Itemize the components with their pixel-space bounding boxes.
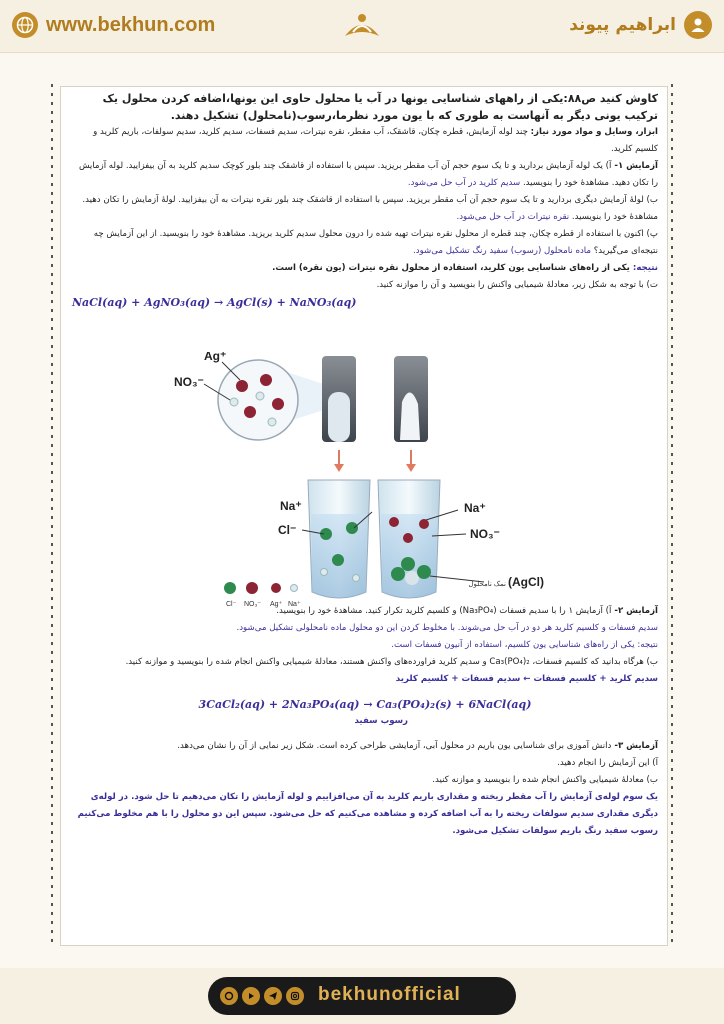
legend-ag-swatch	[271, 583, 281, 593]
ion-ag	[236, 380, 248, 392]
person-icon	[684, 11, 712, 39]
ion-ag	[403, 533, 413, 543]
exp1-p	[72, 226, 658, 260]
legend-ag: Ag⁺	[270, 601, 283, 608]
tools-label: ابزار، وسایل و مواد مورد نیاز:	[530, 127, 658, 137]
exp1-a-text: آ) یک لوله آزمایش بردارید و تا یک سوم حجم آن آب مقطر بریزید. سپس با استفاده از قاشقک چند بلور کوچک سدیم کلرید به آن بیفزایید. لوله آزمایش را تکان دهید. مشاهدهٔ خود را بنویسید.	[78, 161, 658, 188]
ag-label: Ag⁺	[204, 352, 227, 363]
exp1-a	[72, 158, 658, 192]
exp1-p-answer: ماده نامحلول (رسوب) سفید رنگ تشکیل می‌شود.	[413, 246, 594, 256]
exp1-t: ت) با توجه به شکل زیر، معادلهٔ شیمیایی واکنش را بنویسید و آن را موازنه کنید.	[376, 280, 658, 290]
author-name: ابراهیم پیوند	[569, 15, 676, 35]
ion-ag	[419, 519, 429, 529]
tools-paragraph	[72, 124, 658, 158]
exp2-result: نتیجه: یکی از راه‌های شناسایی یون کلسیم، استفاده از آنیون فسفات است.	[391, 640, 658, 650]
beaker-right-solution	[381, 514, 437, 598]
exp2-a-answer: سدیم فسفات و کلسیم کلرید هر دو در آب حل می‌شوند. با مخلوط کردن این دو محلول ماده نامحلولی تشکیل می‌شود.	[236, 623, 658, 633]
equation-2-note: رسوب سفید	[354, 716, 408, 726]
result-label: نتیجه:	[632, 263, 658, 273]
exp1-a-answer: سدیم کلرید در آب حل می‌شود.	[407, 178, 523, 188]
exp3-a: آ) این آزمایش را انجام دهید.	[557, 758, 658, 768]
legend-no3: NO₃⁻	[244, 601, 262, 608]
author-badge	[569, 10, 712, 40]
legend-no3-swatch	[246, 582, 258, 594]
exp1-label: آزمایش ۱-	[611, 161, 658, 171]
legend-cl-swatch	[224, 582, 236, 594]
page-title: کاوش کنید ص۸۸:یکی از راههای شناسایی یونها در آب یا محلول حاوی این یونها،اضافه کردن محلول یک ترکیب یونی دیگر به آنهاست به طوری که با یون مورد نظرما،رسوب(نامحلول) تشکیل دهند.	[102, 92, 658, 122]
agcl-note: نمک نامحلول	[468, 581, 506, 588]
ion-na	[321, 569, 328, 576]
youtube-icon[interactable]	[242, 987, 260, 1005]
equation-1: NaCl(aq) + AgNO₃(aq) → AgCl(s) + NaNO₃(aq)	[72, 296, 357, 309]
exp2-b-answer: سدیم کلرید + کلسیم فسفات ← سدیم فسفات + کلسیم کلرید	[395, 674, 658, 684]
brand-logo-icon	[335, 6, 389, 48]
agcl-precipitation-figure	[168, 352, 568, 622]
social-handle[interactable]: bekhunofficial	[318, 984, 461, 1005]
ion-cl	[332, 554, 344, 566]
binding-rings-left	[48, 84, 56, 946]
binding-rings-right	[668, 84, 676, 946]
exp1-b-answer: نقره نیترات در آب حل می‌شود.	[456, 212, 572, 222]
equation-2: 3CaCl₂(aq) + 2Na₃PO₄(aq) → Ca₃(PO₄)₂(s) + 6NaCl(aq)	[198, 698, 532, 711]
ion-ag	[260, 374, 272, 386]
agcl-solid	[417, 565, 431, 579]
tools-text: چند لوله آزمایش، قطره چکان، قاشقک، آب مقطر، نقره نیترات، سدیم فسفات، سدیم کلرید، سدیم سولفات، باریم کلرید و کلسیم کلرید.	[93, 127, 658, 154]
ion-ag	[272, 398, 284, 410]
na-right-label: Na⁺	[464, 501, 486, 515]
globe-icon	[12, 12, 38, 38]
no3-right-label: NO₃⁻	[470, 527, 500, 541]
site-link[interactable]	[12, 10, 215, 40]
exp2-a-text: آ) آزمایش ۱ را با سدیم فسفات (Na₃PO₄) و کلسیم کلرید تکرار کنید. مشاهدهٔ خود را بنویسید.	[276, 606, 612, 616]
instagram-icon[interactable]	[286, 987, 304, 1005]
cl-label: Cl⁻	[278, 523, 297, 537]
ion-no3	[230, 398, 238, 406]
ion-cl	[346, 522, 358, 534]
result-text: یکی از راه‌های شناسایی یون کلرید، استفاده از محلول نقره نیترات (یون نقره) است.	[272, 263, 633, 273]
no3-left-label: NO₃⁻	[174, 375, 204, 389]
ion-no3	[268, 418, 276, 426]
agcl-solid	[405, 571, 419, 585]
agcl-solid	[391, 567, 405, 581]
agcl-solid	[401, 557, 415, 571]
exp3-label: آزمایش ۳-	[611, 741, 658, 751]
arrow-left-head	[334, 464, 344, 472]
legend-na-swatch	[291, 585, 298, 592]
ion-no3	[256, 392, 264, 400]
ion-na	[353, 575, 360, 582]
top-bar	[0, 0, 724, 53]
social-icons	[220, 987, 304, 1005]
aparat-icon[interactable]	[220, 987, 238, 1005]
legend-na: Na⁺	[288, 601, 301, 608]
exp1-p-text: پ) اکنون با استفاده از قطره چکان، چند قطره از محلول نقره نیترات تهیه شده را درون محلول سدیم کلرید بریزید. مشاهدهٔ خود را بنویسید. از این آزمایش چه نتیجه‌ای می‌گیرید؟	[93, 229, 658, 256]
exp3-intro-text: دانش آموزی برای شناسایی یون باریم در محلول آبی، آزمایشی طراحی کرده است. شکل زیر نمایی از آن را نشان می‌دهد.	[177, 741, 612, 751]
legend-cl: Cl⁻	[226, 601, 237, 608]
exp3-answer: یک سوم لوله‌ی آزمایش را آب مقطر ریخته و مقداری باریم کلرید به آن می‌افزاییم و لوله آزمایش را تکان می‌دهیم تا حل شود. در لوله‌ی دیگری مقداری سدیم سولفات ریخته را به آب اضافه کرده و مشاهده می‌کنیم که حل می‌شود. سپس این دو محلول را با هم مخلوط می‌کنیم رسوب سفید رنگ باریم سولفات تشکیل می‌شود.	[77, 792, 658, 836]
arrow-right-head	[406, 464, 416, 472]
exp2-label: آزمایش ۲-	[611, 606, 658, 616]
exp1-b-text: ب) لولهٔ آزمایش دیگری بردارید و تا یک سوم حجم آن آب مقطر بریزید. سپس با استفاده از قاشقک چند بلور نقره نیترات به آن بیفزایید. لولهٔ آزمایش را تکان دهید. مشاهدهٔ خود را بنویسید.	[82, 195, 658, 222]
ion-ag	[389, 517, 399, 527]
agcl-label: (AgCl)	[508, 575, 544, 589]
na-left-label: Na⁺	[280, 499, 302, 513]
result-1	[72, 260, 658, 277]
exp3-b: ب) معادلهٔ شیمیایی واکنش انجام شده را بنویسید و موازنه کنید.	[432, 775, 658, 785]
telegram-icon[interactable]	[264, 987, 282, 1005]
exp1-b	[72, 192, 658, 226]
exp2-b: ب) هرگاه بدانید که کلسیم فسفات، Ca₃(PO₄)₂ و سدیم کلرید فراورده‌های واکنش هستند، معادلهٔ شیمیایی واکنش انجام شده را بنویسید و موازنه کنید.	[125, 657, 658, 667]
exp3-intro	[72, 738, 658, 755]
site-url[interactable]: www.bekhun.com	[46, 13, 216, 36]
dropper-left-liquid	[328, 392, 350, 442]
ion-ag	[244, 406, 256, 418]
